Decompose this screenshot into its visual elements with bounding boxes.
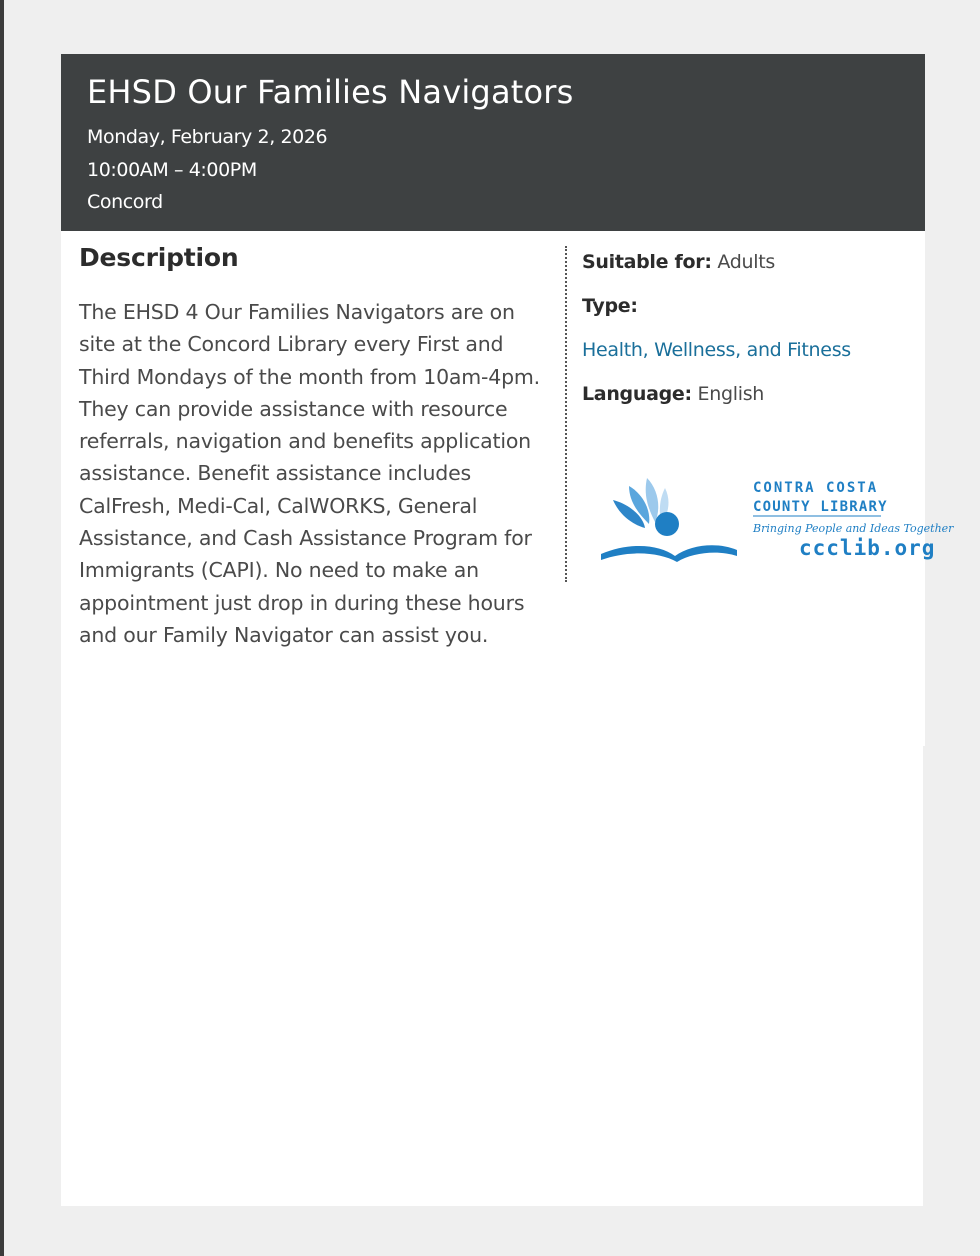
event-date: Monday, February 2, 2026 [87, 126, 328, 148]
description-heading: Description [79, 243, 239, 272]
event-location: Concord [87, 191, 163, 213]
suitable-for-row [582, 248, 912, 276]
window-left-edge [0, 0, 4, 1256]
suitable-for-value: Adults [717, 251, 775, 273]
library-logo[interactable] [599, 470, 954, 566]
card-edge-notch [923, 746, 927, 1206]
logo-line2: COUNTY LIBRARY [753, 499, 888, 515]
type-row [582, 292, 912, 320]
type-value-link[interactable]: Health, Wellness, and Fitness [582, 339, 851, 361]
logo-url: ccclib.org [799, 536, 936, 560]
open-book-flower-icon [601, 478, 737, 562]
suitable-for-label: Suitable for: [582, 251, 712, 273]
event-title: EHSD Our Families Navigators [87, 73, 574, 111]
event-details [582, 248, 912, 408]
language-label: Language: [582, 383, 692, 405]
logo-line1: CONTRA COSTA [753, 480, 879, 496]
language-value: English [697, 383, 765, 405]
description-section [79, 242, 549, 651]
event-card [61, 54, 954, 1206]
column-divider [565, 246, 567, 582]
logo-tagline: Bringing People and Ideas Together [753, 522, 954, 535]
type-label: Type: [582, 295, 638, 317]
event-header [61, 54, 925, 231]
event-time: 10:00AM – 4:00PM [87, 158, 257, 181]
description-body: The EHSD 4 Our Families Navigators are on site at the Concord Library every First and Third Mondays of the month from 10am-4pm. They can provide assistance with resource referrals, navigation and benefits application assistance. Benefit assistance includes CalFresh, Medi-Cal, CalWORKS, General Assistance, and Cash Assistance Program for Immigrants (CAPI). No need to make an appointment just drop in during these hours and our Family Navigator can assist you. [79, 300, 540, 647]
language-row [582, 380, 912, 408]
